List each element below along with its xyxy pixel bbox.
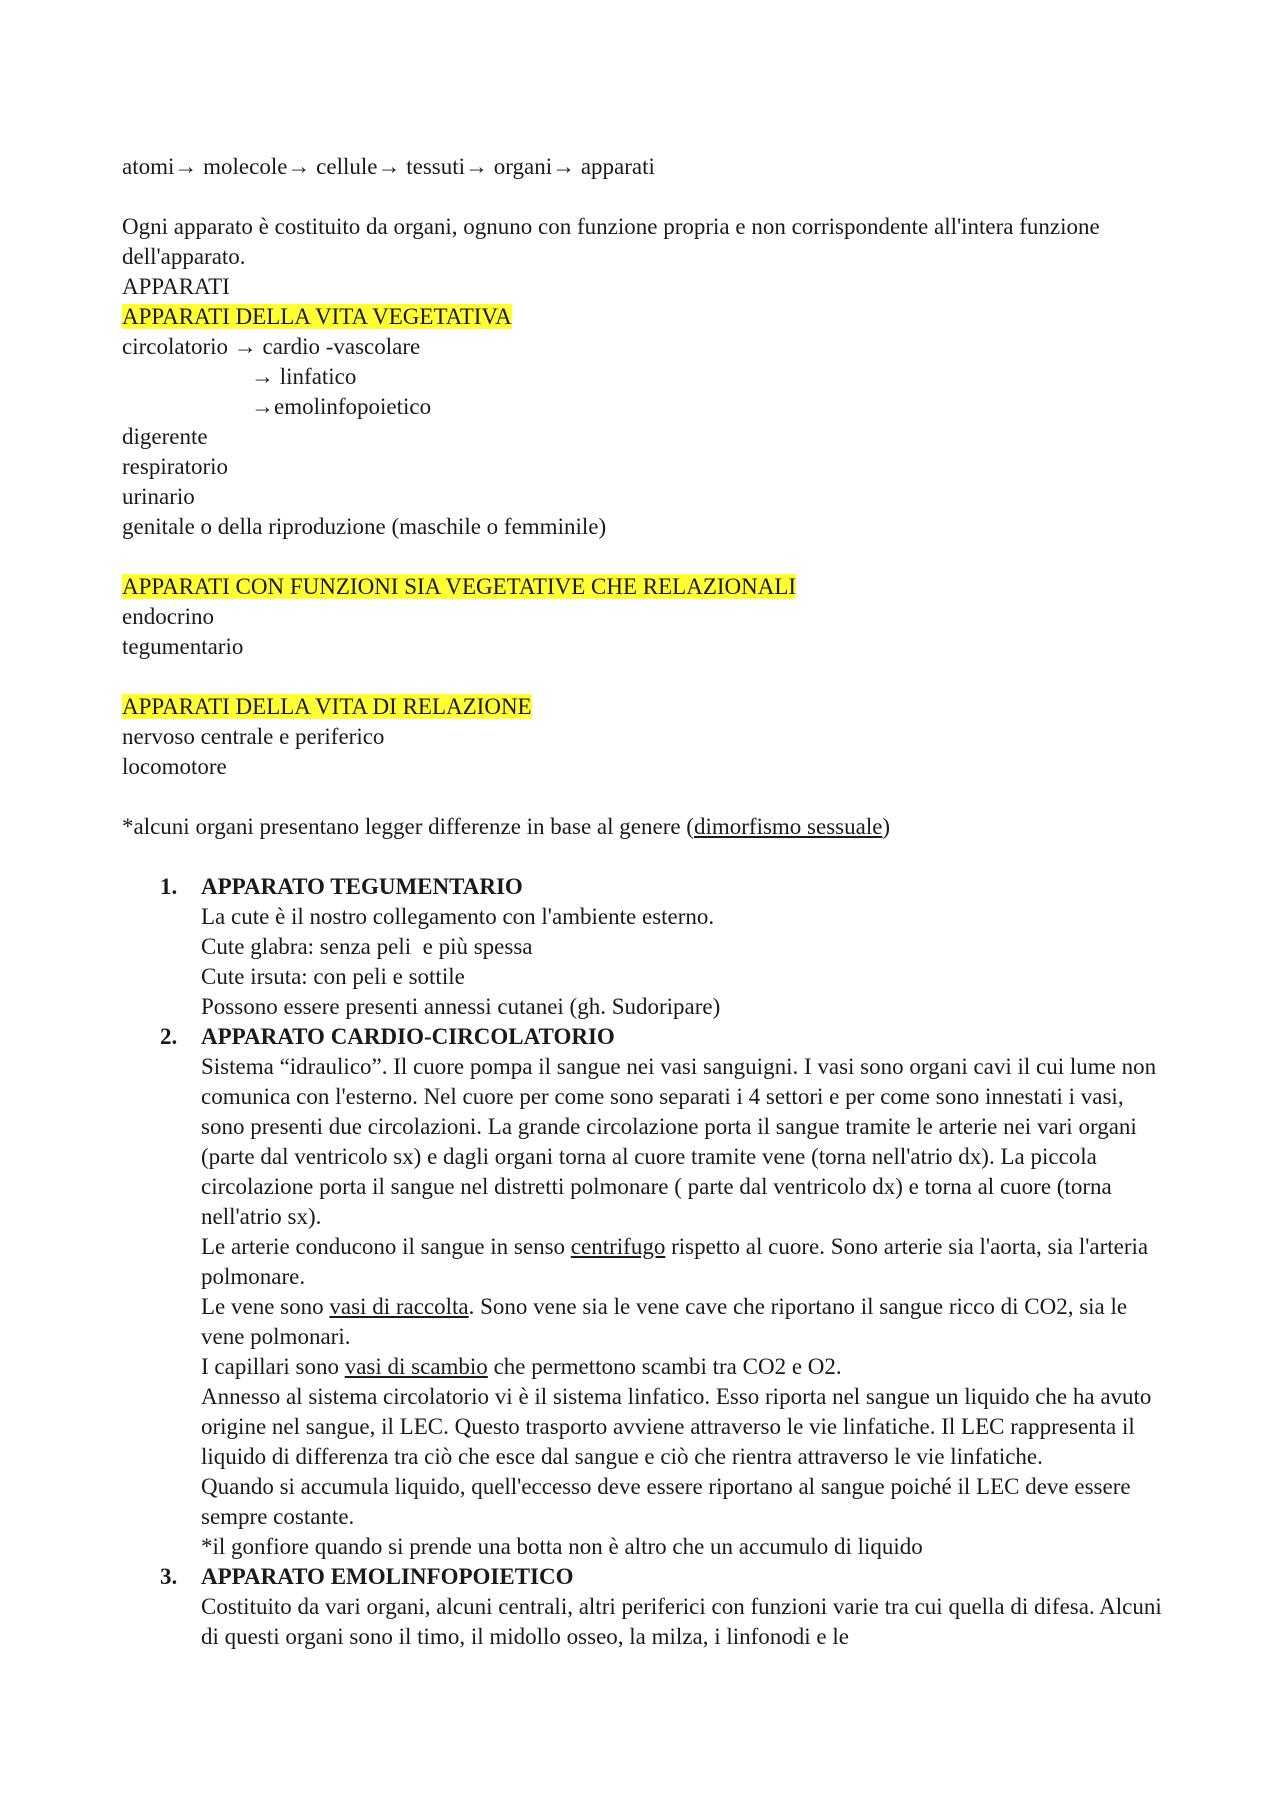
underlined-term: centrifugo	[570, 1234, 666, 1259]
accumulo-paragraph: Quando si accumula liquido, quell'eccesso deve essere riportano al sangue poiché il LEC deve essere sempre costante.	[201, 1474, 1137, 1529]
mixed-heading	[122, 572, 1172, 602]
linfatico-paragraph: Annesso al sistema circolatorio vi è il sistema linfatico. Esso riporta nel sangue un liquido che ha avuto origine nel sangue, il LEC. Questo trasporto avviene attraverso le vie linfatiche. Il LEC rappresenta il liquido di differenza tra ciò che esce dal sangue e ciò che rientra attraverso le vie linfatiche.	[201, 1384, 1158, 1469]
list-item: respiratorio	[122, 454, 229, 479]
list-item: urinario	[122, 484, 195, 509]
section-title: APPARATO EMOLINFOPOIETICO	[201, 1564, 574, 1589]
list-item: endocrino	[122, 604, 214, 629]
section-paragraph: Costituito da vari organi, alcuni centrali, altri periferici con funzioni varie tra cui quella di difesa. Alcuni di questi organi sono il timo, il midollo osseo, la milza, i linfonodi e le	[201, 1594, 1168, 1649]
capillari-paragraph: I capillari sono vasi di scambio che permettono scambi tra CO2 e O2.	[201, 1354, 842, 1379]
document-body	[122, 152, 1172, 1652]
arterie-paragraph: Le arterie conducono il sangue in senso centrifugo rispetto al cuore. Sono arterie sia l'aorta, sia l'arteria polmonare.	[201, 1234, 1154, 1289]
section-number: 3.	[160, 1564, 178, 1589]
apparati-heading: APPARATI	[122, 274, 230, 299]
highlight: APPARATI CON FUNZIONI SIA VEGETATIVE CHE RELAZIONALI	[122, 574, 797, 599]
highlight: APPARATI DELLA VITA DI RELAZIONE	[122, 694, 532, 719]
section-title: APPARATO CARDIO-CIRCOLATORIO	[201, 1024, 615, 1049]
emolinfopoietico-line: →emolinfopoietico	[251, 394, 432, 419]
section-line: La cute è il nostro collegamento con l'ambiente esterno.	[201, 904, 715, 929]
list-item: digerente	[122, 424, 208, 449]
highlight: APPARATI DELLA VITA VEGETATIVA	[122, 304, 512, 329]
numbered-sections	[122, 872, 1172, 1652]
list-item: locomotore	[122, 754, 227, 779]
section-cardio-circolatorio	[122, 1022, 1172, 1562]
underlined-term: vasi di scambio	[344, 1354, 488, 1379]
section-title: APPARATO TEGUMENTARIO	[201, 874, 523, 899]
circolatorio-line: circolatorio → cardio -vascolare	[122, 334, 421, 359]
section-line: Possono essere presenti annessi cutanei (gh. Sudoripare)	[201, 994, 721, 1019]
section-line: Cute glabra: senza peli e più spessa	[201, 934, 533, 959]
section-emolinfopoietico	[122, 1562, 1172, 1652]
intro-paragraph: Ogni apparato è costituito da organi, ognuno con funzione propria e non corrispondente all'intera funzione dell'apparato.	[122, 214, 1106, 269]
list-item: genitale o della riproduzione (maschile o femminile)	[122, 514, 607, 539]
list-item: nervoso centrale e periferico	[122, 724, 385, 749]
vene-paragraph: Le vene sono vasi di raccolta. Sono vene sia le vene cave che riportano il sangue ricco di CO2, sia le vene polmonari.	[201, 1294, 1133, 1349]
gonfiore-note: *il gonfiore quando si prende una botta non è altro che un accumulo di liquido	[201, 1534, 923, 1559]
section-number: 2.	[160, 1024, 178, 1049]
underlined-term: vasi di raccolta	[329, 1294, 469, 1319]
linfatico-line: → linfatico	[251, 364, 357, 389]
hierarchy-line: atomi→ molecole→ cellule→ tessuti→ organi→ apparati	[122, 154, 655, 179]
section-line: Cute irsuta: con peli e sottile	[201, 964, 465, 989]
relation-heading	[122, 692, 1172, 722]
section-tegumentario	[122, 872, 1172, 1022]
section-paragraph: Sistema “idraulico”. Il cuore pompa il sangue nei vasi sanguigni. I vasi sono organi cavi il cui lume non comunica con l'esterno. Nel cuore per come sono separati i 4 settori e per come sono innestati i vasi, sono presenti due circolazioni. La grande circolazione porta il sangue tramite le arterie nei vari organi (parte dal ventricolo sx) e dagli organi torna al cuore tramite vene (torna nell'atrio dx). La piccola circolazione porta il sangue nel distretti polmonare ( parte dal ventricolo dx) e torna al cuore (torna nell'atrio sx).	[201, 1054, 1162, 1229]
section-number: 1.	[160, 874, 178, 899]
underlined-term: dimorfismo sessuale	[693, 814, 883, 839]
note-line: *alcuni organi presentano legger differenze in base al genere (dimorfismo sessuale)	[122, 814, 891, 839]
list-item: tegumentario	[122, 634, 244, 659]
vegetative-heading	[122, 302, 1172, 332]
